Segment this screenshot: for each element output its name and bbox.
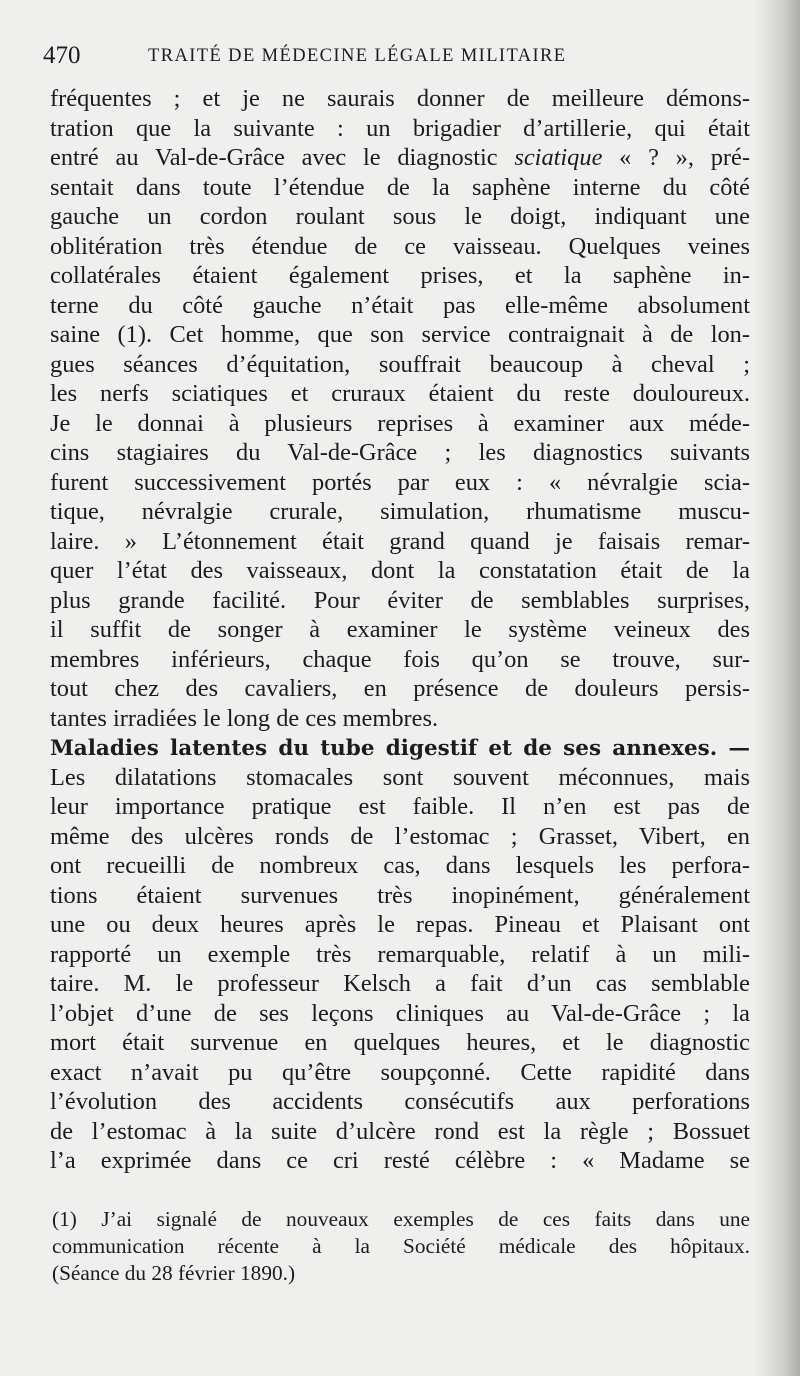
section-heading-line [50,733,750,763]
text-line: les nerfs sciatiques et cruraux étaient du reste douloureux. [50,380,750,407]
text-line: l’a exprimée dans ce cri resté célèbre : « Madame se [50,1147,750,1174]
text-line: oblitération très étendue de ce vaisseau. Quelques veines [50,232,750,260]
running-title: TRAITÉ DE MÉDECINE LÉGALE MILITAIRE [148,46,567,66]
text-line: Les dilatations stomacales sont souvent méconnues, mais [50,763,750,791]
text-fragment: entré au Val-de-Grâce avec le diagnostic [50,144,515,171]
text-line: rapporté un exemple très remarquable, relatif à un mili- [50,940,750,968]
text-line: membres inférieurs, chaque fois qu’on se trouve, sur- [50,645,750,673]
text-line: Je le donnai à plusieurs reprises à examiner aux méde- [50,409,750,437]
text-line: l’objet d’une de ses leçons cliniques au Val-de-Grâce ; la [50,999,750,1027]
text-line: tration que la suivante : un brigadier d’artillerie, qui était [50,114,750,142]
text-line: tout chez des cavaliers, en présence de douleurs persis- [50,675,750,702]
text-line: gues séances d’équitation, souffrait beaucoup à cheval ; [50,350,750,378]
text-line: laire. » L’étonnement était grand quand je faisais remar- [50,527,750,555]
footnote-line: (1) J’ai signalé de nouveaux exemples de ces faits dans une [52,1207,750,1231]
text-line: taire. M. le professeur Kelsch a fait d’un cas semblable [50,970,750,997]
text-line: tions étaient survenues très inopinément, généralement [50,881,750,909]
body-text [50,84,750,1176]
text-line: saine (1). Cet homme, que son service contraignait à de lon- [50,321,750,348]
text-line: exact n’avait pu qu’être soupçonné. Cette rapidité dans [50,1058,750,1086]
text-line: mort était survenue en quelques heures, et le diagnostic [50,1029,750,1056]
footnote-line: (Séance du 28 février 1890.) [52,1261,296,1285]
text-line: tantes irradiées le long de ces membres. [50,704,439,732]
text-line: leur importance pratique est faible. Il n’en est pas de [50,793,750,820]
text-line: terne du côté gauche n’était pas elle-même absolument [50,291,750,319]
text-line: fréquentes ; et je ne saurais donner de meilleure démons- [50,85,750,112]
page-edge-shadow [754,0,800,1376]
text-line: quer l’état des vaisseaux, dont la constatation était de la [50,557,750,584]
text-line: cins stagiaires du Val-de-Grâce ; les diagnostics suivants [50,439,750,466]
section-heading: Maladies latentes du tube digestif et de ses annexes. — [50,736,750,761]
text-line: sentait dans toute l’étendue de la saphène interne du côté [50,173,750,201]
text-line: tique, névralgie crurale, simulation, rhumatisme muscu- [50,498,750,525]
text-line: de l’estomac à la suite d’ulcère rond est la règle ; Bossuet [50,1117,750,1145]
text-fragment: « ? », pré- [602,144,750,171]
footnote-line: communication récente à la Société médicale des hôpitaux. [52,1234,750,1258]
text-line: gauche un cordon roulant sous le doigt, indiquant une [50,203,750,230]
text-line: l’évolution des accidents consécutifs aux perforations [50,1088,750,1115]
text-line [50,143,750,173]
text-line: collatérales étaient également prises, et la saphène in- [50,262,750,289]
italic-term: sciatique [514,144,603,171]
text-line: il suffit de songer à examiner le système veineux des [50,616,750,643]
text-line: plus grande facilité. Pour éviter de semblables surprises, [50,586,750,614]
text-line: furent successivement portés par eux : « névralgie scia- [50,468,750,496]
text-line: ont recueilli de nombreux cas, dans lesquels les perfora- [50,852,750,879]
text-line: même des ulcères ronds de l’estomac ; Grasset, Vibert, en [50,822,750,850]
page-number: 470 [43,42,81,69]
text-line: une ou deux heures après le repas. Pineau et Plaisant ont [50,911,750,938]
footnotes [52,1206,750,1287]
page-header [43,42,743,78]
